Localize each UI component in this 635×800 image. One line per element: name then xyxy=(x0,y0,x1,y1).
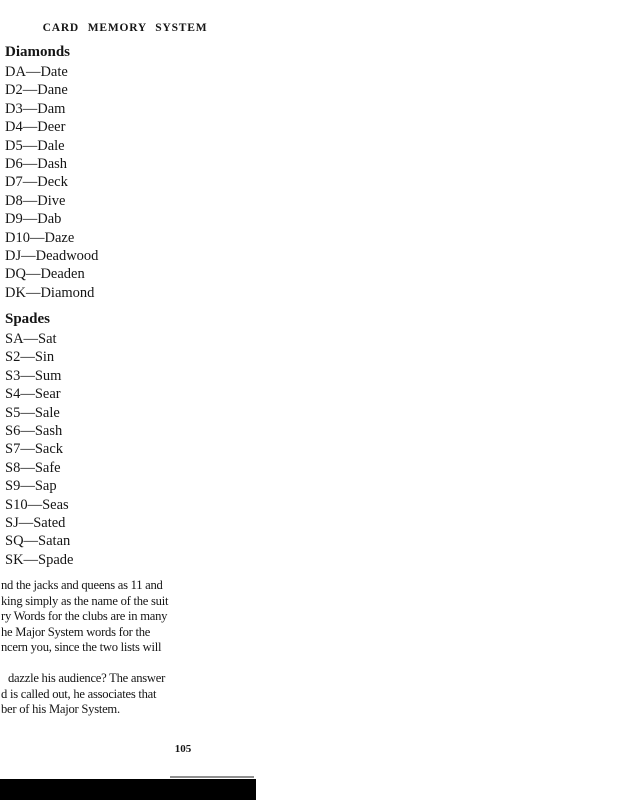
body-paragraph-cropped xyxy=(1,578,201,656)
list-item: D2—Dane xyxy=(5,82,68,99)
list-item: DK—Diamond xyxy=(5,284,95,301)
paragraph-line: ry Words for the clubs are in many xyxy=(1,609,168,623)
list-item: D10—Daze xyxy=(5,229,75,246)
paragraph-line: ber of his Major System. xyxy=(1,702,120,716)
list-item: S3—Sum xyxy=(5,367,62,384)
body-paragraph-cropped xyxy=(1,671,201,718)
page-number: 105 xyxy=(174,743,192,755)
paragraph-line: nd the jacks and queens as 11 and xyxy=(1,578,163,592)
list-item: D7—Deck xyxy=(5,174,68,191)
section-title-diamonds: Diamonds xyxy=(5,44,71,60)
list-item: D6—Dash xyxy=(5,155,68,172)
paragraph-line: king simply as the name of the suit xyxy=(1,593,169,608)
paragraph-line: he Major System words for the xyxy=(1,624,151,639)
scan-artifact-bar xyxy=(0,779,256,800)
list-item: SJ—Sated xyxy=(5,514,66,531)
list-item: SQ—Satan xyxy=(5,533,71,550)
list-item: S8—Safe xyxy=(5,459,61,476)
paragraph-line: d is called out, he associates that xyxy=(1,686,157,701)
section-title-spades: Spades xyxy=(5,311,51,327)
diamonds-list xyxy=(5,63,98,302)
paragraph-line: ncern you, since the two lists will xyxy=(1,640,162,654)
list-item: S2—Sin xyxy=(5,349,55,366)
list-item: D9—Dab xyxy=(5,211,62,228)
spades-list xyxy=(5,330,73,569)
list-item: D3—Dam xyxy=(5,100,66,117)
list-item: DQ—Deaden xyxy=(5,266,85,283)
list-item: D5—Dale xyxy=(5,137,65,154)
list-item: SK—Spade xyxy=(5,551,74,568)
list-item: DA—Date xyxy=(5,64,68,80)
list-item: DJ—Deadwood xyxy=(5,247,99,264)
list-item: S10—Seas xyxy=(5,496,69,513)
next-page-edge-line xyxy=(170,776,254,778)
list-item: S7—Sack xyxy=(5,441,63,458)
list-item: D8—Dive xyxy=(5,192,66,209)
paragraph-line: dazzle his audience? The answer xyxy=(8,671,166,685)
list-item: S9—Sap xyxy=(5,478,57,495)
list-item: SA—Sat xyxy=(5,331,57,347)
list-item: D4—Deer xyxy=(5,119,66,136)
list-item: S5—Sale xyxy=(5,404,60,421)
list-item: S6—Sash xyxy=(5,422,63,439)
list-item: S4—Sear xyxy=(5,386,61,403)
running-head: CARD MEMORY SYSTEM xyxy=(42,22,208,34)
